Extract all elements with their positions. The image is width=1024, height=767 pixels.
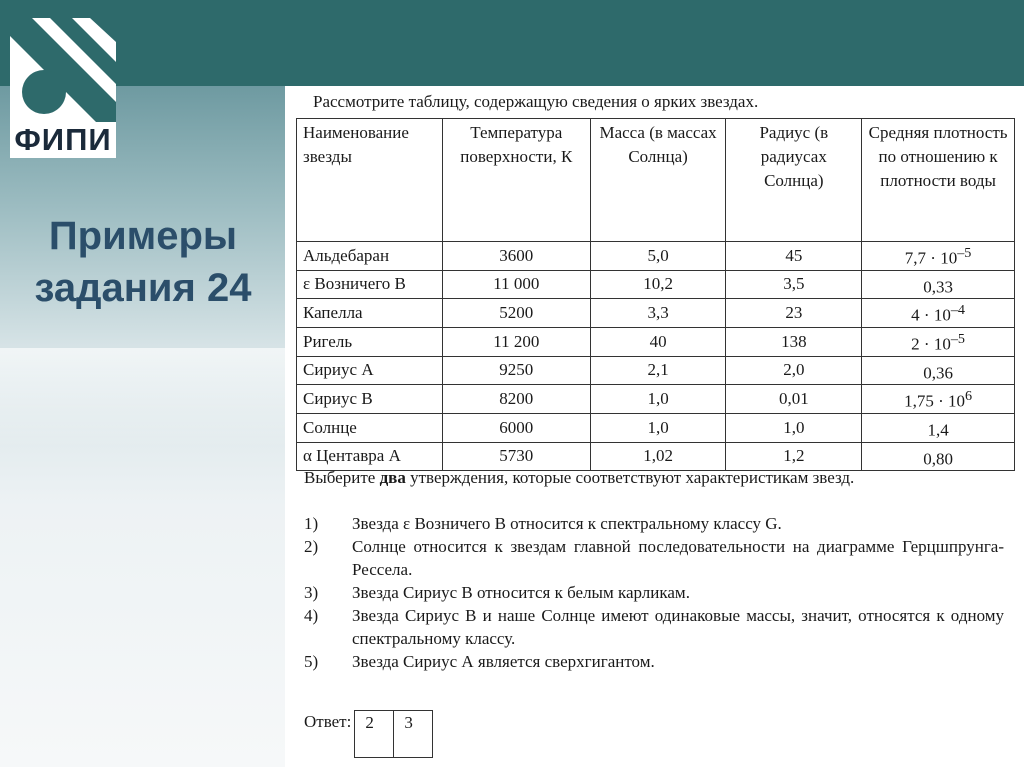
fipi-logo [10,18,116,158]
page-title [8,210,278,314]
star-name: Ригель [297,327,443,356]
table-row [297,242,1015,271]
star-mass: 1,0 [590,385,726,414]
list-item [304,581,1004,604]
header-name: Наименование звезды [297,119,443,242]
option-number: 1) [304,514,319,533]
star-density [862,385,1015,414]
star-name: Солнце [297,413,443,442]
answer-cell: 3 [393,710,433,758]
header-mass: Масса (в массах Солнца) [590,119,726,242]
list-item [304,512,1004,535]
star-density [862,299,1015,328]
option-number: 4) [304,606,319,625]
star-mass: 3,3 [590,299,726,328]
density-exponent: 6 [965,388,973,405]
star-mass: 2,1 [590,356,726,385]
density-value: 0,36 [923,363,953,383]
answer-cell: 2 [354,710,394,758]
option-text: Звезда Сириус В и наше Солнце имеют одинаковые массы, значит, относятся к одному спектральному классу. [352,606,1004,648]
logo-text: ФИПИ [14,122,112,157]
list-item [304,535,1004,581]
star-density [862,242,1015,271]
task-prompt [304,468,854,488]
star-temperature: 11 000 [442,270,590,299]
option-text: Солнце относится к звездам главной последовательности на диаграмме Герцшпрунга-Рессела. [352,537,1004,579]
prompt-end: утверждения, которые соответствуют характеристикам звезд. [405,468,855,487]
density-exponent: –5 [950,330,965,347]
density-exponent: –5 [957,245,972,261]
star-temperature: 3600 [442,242,590,271]
answer-label: Ответ: [304,712,352,731]
title-line-1: Примеры [48,214,238,258]
density-value: 7,7 · 10 [904,248,958,268]
density-value: 4 · 10 [911,305,951,325]
title-line-2: задания 24 [34,266,252,310]
prompt-emphasis: два [379,468,406,487]
task-intro: Рассмотрите таблицу, содержащую сведения о ярких звездах. [313,92,759,111]
star-density [862,413,1015,442]
option-text: Звезда Сириус В относится к белым карликам. [352,583,690,602]
star-mass: 1,0 [590,413,726,442]
table-row [297,385,1015,414]
table-row [297,270,1015,299]
star-temperature: 8200 [442,385,590,414]
header-density: Средняя плотность по отношению к плотности воды [862,119,1015,242]
density-value: 1,4 [927,420,949,440]
star-density [862,356,1015,385]
stars-table [296,118,1015,471]
star-mass: 1,02 [590,442,726,471]
star-radius: 0,01 [726,385,862,414]
star-name: α Центавра А [297,442,443,471]
star-radius: 1,0 [726,413,862,442]
star-temperature: 9250 [442,356,590,385]
header-temperature: Температура поверхности, К [442,119,590,242]
list-item [304,650,1004,673]
star-radius: 138 [726,327,862,356]
star-mass: 5,0 [590,242,726,271]
task-document [285,86,1024,767]
table-row [297,442,1015,471]
density-value: 0,33 [923,277,953,297]
answer-options [304,512,1004,673]
star-radius: 2,0 [726,356,862,385]
list-item [304,604,1004,650]
option-text: Звезда ε Возничего В относится к спектральному классу G. [352,514,782,533]
option-number: 2) [304,537,319,556]
density-value: 0,80 [923,449,953,469]
table-header-row [297,119,1015,242]
star-temperature: 11 200 [442,327,590,356]
star-name: Сириус В [297,385,443,414]
star-mass: 40 [590,327,726,356]
logo-emblem-icon [10,18,116,122]
table-row [297,356,1015,385]
star-radius: 23 [726,299,862,328]
header-band [0,0,1024,86]
option-text: Звезда Сириус А является сверхгигантом. [352,652,655,671]
panel-highlight [0,348,285,448]
header-radius: Радиус (в радиусах Солнца) [726,119,862,242]
star-density [862,442,1015,471]
left-panel [0,86,285,767]
option-number: 5) [304,652,319,671]
star-density [862,270,1015,299]
star-density [862,327,1015,356]
option-number: 3) [304,583,319,602]
star-temperature: 6000 [442,413,590,442]
star-name: Капелла [297,299,443,328]
star-name: Альдебаран [297,242,443,271]
answer-row [304,710,433,758]
star-name: Сириус А [297,356,443,385]
prompt-start: Выберите [304,468,380,487]
density-value: 1,75 · 10 [904,391,966,411]
table-row [297,413,1015,442]
star-radius: 45 [726,242,862,271]
table-row [297,299,1015,328]
star-radius: 3,5 [726,270,862,299]
star-temperature: 5730 [442,442,590,471]
density-value: 2 · 10 [911,334,951,354]
density-exponent: –4 [950,302,965,319]
star-temperature: 5200 [442,299,590,328]
table-row [297,327,1015,356]
star-mass: 10,2 [590,270,726,299]
star-radius: 1,2 [726,442,862,471]
star-name: ε Возничего В [297,270,443,299]
